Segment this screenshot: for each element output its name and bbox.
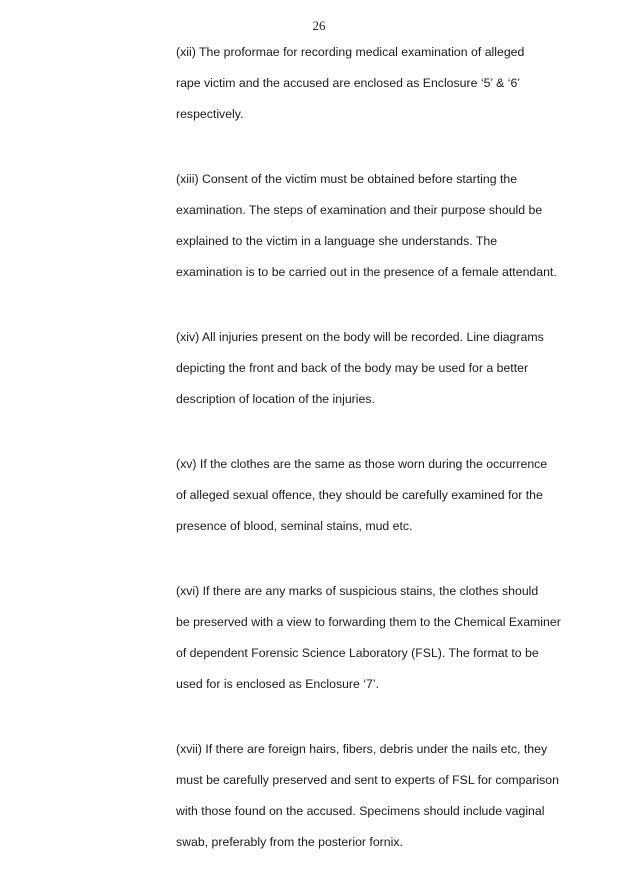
text-line: rape victim and the accused are enclosed as Enclosure ‘5’ & ‘6’ — [176, 76, 521, 90]
text-line: used for is enclosed as Enclosure ‘7’. — [176, 677, 380, 691]
text-line: must be carefully preserved and sent to experts of FSL for comparison — [176, 773, 559, 787]
document-body — [176, 40, 565, 895]
text-line: (xii) The proformae for recording medical examination of alleged — [176, 45, 525, 59]
text-line: of dependent Forensic Science Laboratory (FSL). The format to be — [176, 646, 539, 660]
paragraph-xv — [176, 452, 565, 545]
paragraph-xiii — [176, 167, 565, 291]
text-line: (xv) If the clothes are the same as those worn during the occurrence — [176, 457, 548, 471]
paragraph-xiv — [176, 325, 565, 418]
text-line: (xvii) If there are foreign hairs, fibers, debris under the nails etc, they — [176, 742, 548, 756]
text-line: (xiii) Consent of the victim must be obtained before starting the — [176, 172, 518, 186]
text-line: presence of blood, seminal stains, mud etc. — [176, 519, 413, 533]
text-line: (xiv) All injuries present on the body will be recorded. Line diagrams — [176, 330, 544, 344]
text-line: with those found on the accused. Specimens should include vaginal — [176, 804, 545, 818]
text-line: be preserved with a view to forwarding them to the Chemical Examiner — [176, 615, 561, 629]
paragraph-xii — [176, 40, 565, 133]
text-line: explained to the victim in a language she understands. The — [176, 234, 498, 248]
text-line: respectively. — [176, 107, 244, 121]
text-line: description of location of the injuries. — [176, 392, 375, 406]
paragraph-xvii — [176, 737, 565, 861]
text-line: examination. The steps of examination and their purpose should be — [176, 203, 543, 217]
text-line: depicting the front and back of the body may be used for a better — [176, 361, 529, 375]
paragraph-xvi — [176, 579, 565, 703]
text-line: of alleged sexual offence, they should be carefully examined for the — [176, 488, 543, 502]
text-line: examination is to be carried out in the presence of a female attendant. — [176, 265, 557, 279]
page-number: 26 — [312, 18, 326, 33]
text-line: swab, preferably from the posterior fornix. — [176, 835, 403, 849]
text-line: (xvi) If there are any marks of suspicious stains, the clothes should — [176, 584, 539, 598]
